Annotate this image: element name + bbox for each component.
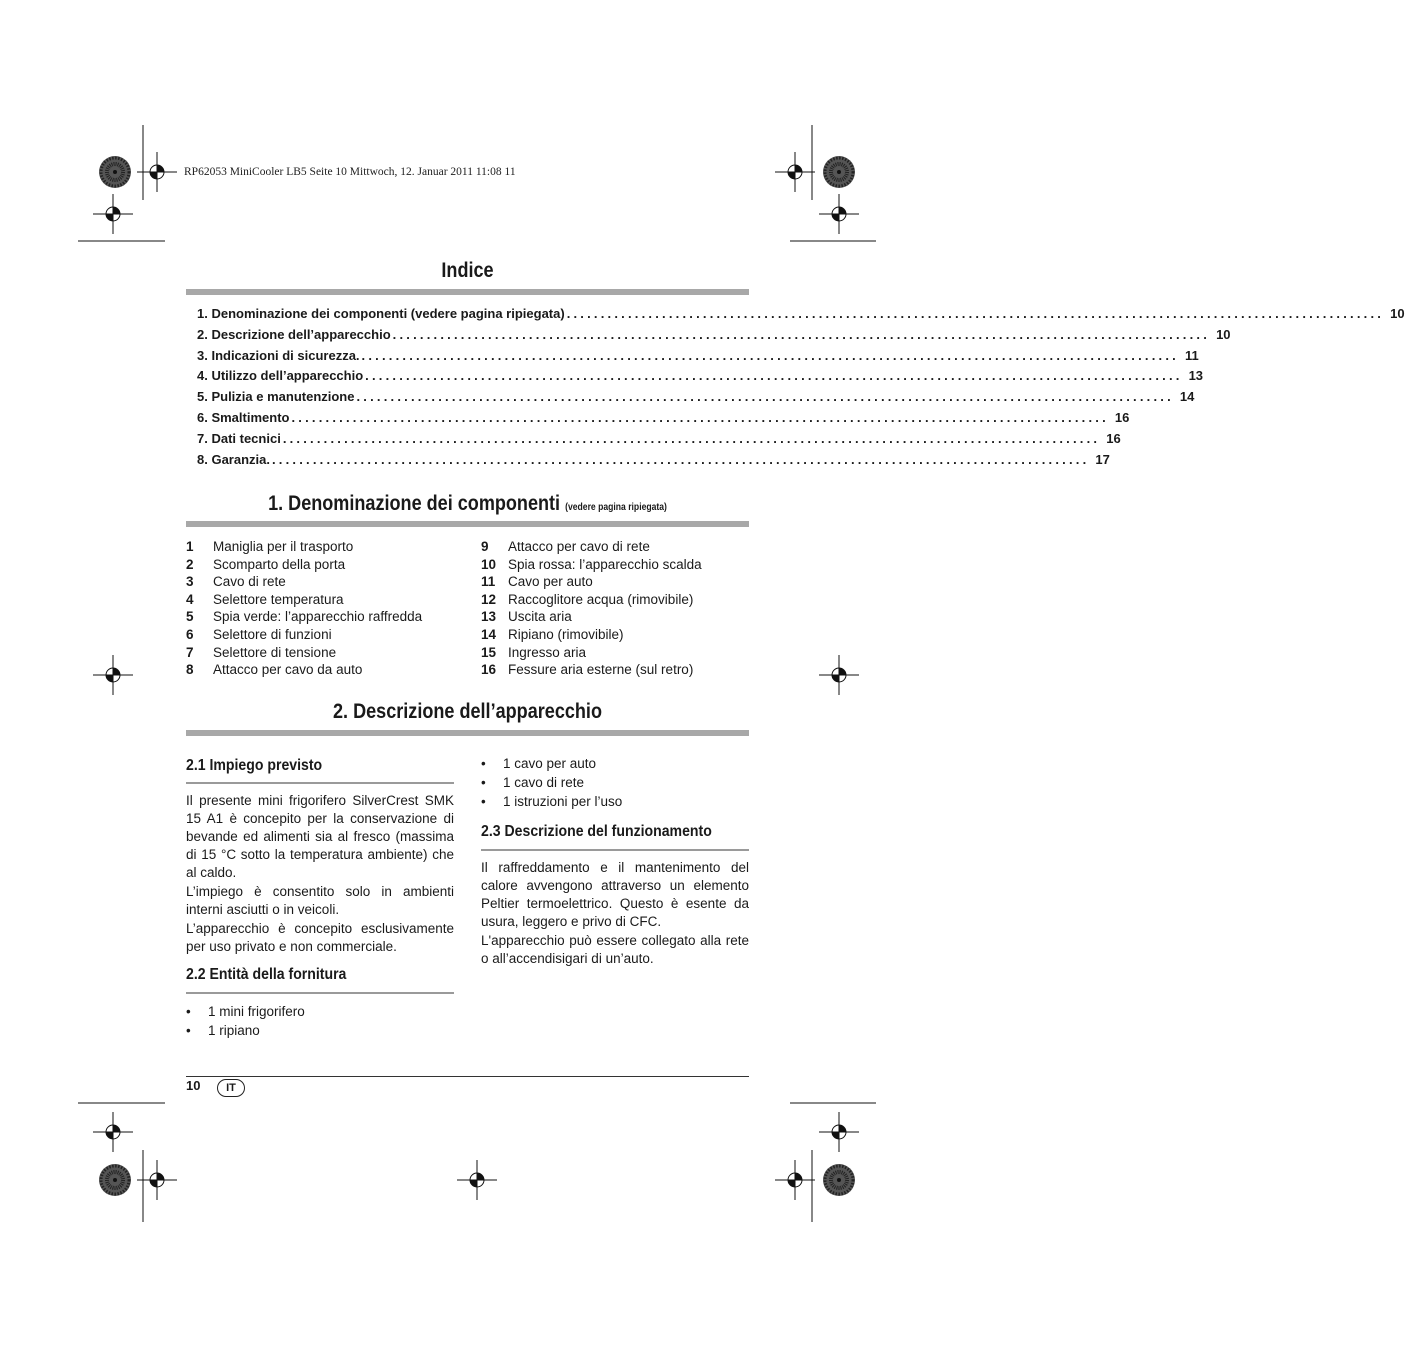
- toc-item-page: 14: [1179, 389, 1195, 405]
- section1-heading: 1. Denominazione dei componenti: [268, 492, 561, 515]
- section2-rule: [186, 730, 749, 736]
- component-item: [186, 557, 345, 574]
- list-item: [481, 756, 596, 771]
- component-label: Attacco per cavo di rete: [508, 539, 650, 554]
- list-item: [186, 1023, 260, 1038]
- component-number: 1: [186, 539, 194, 554]
- section1-rule: [186, 521, 749, 527]
- component-label: Raccoglitore acqua (rimovibile): [508, 591, 694, 607]
- language-badge: IT: [217, 1079, 245, 1097]
- bullet-icon: •: [481, 794, 486, 809]
- toc-item-page: 10: [1390, 306, 1405, 321]
- component-label: Ripiano (rimovibile): [508, 627, 624, 642]
- toc-item-page: 17: [1095, 451, 1110, 467]
- section2-title: 2. Descrizione dell’apparecchio: [332, 700, 602, 723]
- component-item: [481, 627, 624, 644]
- component-item: [481, 662, 693, 679]
- print-header: RP62053 MiniCooler LB5 Seite 10 Mittwoch, 12. Januar 2011 11:08 11: [184, 166, 516, 178]
- list-item-text: 1 istruzioni per l’uso: [503, 794, 623, 809]
- subsection-2-2-rule: [186, 992, 454, 994]
- component-label: Selettore di tensione: [213, 644, 337, 660]
- toc-item-label: 1. Denominazione dei componenti (vedere pagina ripiegata): [197, 306, 565, 321]
- component-label: Spia verde: l’apparecchio raffredda: [213, 609, 423, 625]
- toc-item-page: 16: [1106, 430, 1121, 446]
- subsection-2-1-text: [186, 792, 454, 957]
- component-item: [186, 539, 353, 556]
- list-item: [186, 1004, 305, 1019]
- component-label: Cavo di rete: [213, 574, 286, 590]
- toc-item-label: 5. Pulizia e manutenzione: [197, 389, 355, 405]
- toc-rule: [186, 289, 749, 295]
- component-item: [186, 662, 362, 679]
- component-number: 6: [186, 627, 194, 642]
- paragraph: Il raffreddamento e il mantenimento del calore avvengono attraverso un elemento Peltier termoelettrico. Questo è esente da usura, leggero e privo di CFC.: [481, 860, 749, 929]
- component-label: Selettore temperatura: [213, 591, 344, 607]
- subsection-2-3-title: 2.3 Descrizione del funzionamento: [481, 823, 712, 840]
- component-item: [186, 645, 336, 662]
- component-label: Attacco per cavo da auto: [213, 662, 363, 678]
- toc-item: [197, 368, 1204, 387]
- list-item-text: 1 cavo per auto: [503, 756, 597, 771]
- component-label: Scomparto della porta: [213, 556, 346, 572]
- component-number: 12: [481, 591, 497, 607]
- toc-item: [197, 451, 1110, 471]
- toc-item: [197, 347, 1199, 367]
- component-item: [186, 592, 344, 609]
- component-number: 7: [186, 644, 194, 660]
- component-number: 15: [481, 644, 497, 660]
- toc-leader-dots: ........................................................................................................................: [365, 368, 1183, 384]
- component-number: 3: [186, 574, 194, 590]
- paragraph: L'apparecchio può essere collegato alla rete o all’accendisigari di un’auto.: [481, 933, 749, 966]
- toc-item-label: 2. Descrizione dell’apparecchio: [197, 326, 391, 342]
- toc-item: [197, 306, 1405, 325]
- component-label: Ingresso aria: [508, 644, 587, 660]
- toc-leader-dots: ........................................................................................................................: [361, 347, 1179, 363]
- toc-leader-dots: ........................................................................................................................: [282, 430, 1101, 446]
- bullet-icon: •: [186, 1023, 191, 1038]
- toc-item: [197, 389, 1195, 408]
- component-number: 2: [186, 556, 194, 572]
- subsection-2-1-rule: [186, 782, 454, 784]
- toc-item-page: 10: [1216, 326, 1231, 342]
- section1-title: [225, 492, 709, 516]
- component-item: [481, 645, 586, 662]
- component-number: 14: [481, 627, 497, 642]
- component-number: 11: [481, 574, 496, 590]
- list-item: [481, 794, 622, 809]
- component-item: [481, 592, 693, 609]
- component-label: Fessure aria esterne (sul retro): [508, 662, 694, 678]
- toc-item-page: 11: [1184, 347, 1199, 363]
- toc-item: [197, 430, 1121, 450]
- component-label: Cavo per auto: [508, 574, 593, 590]
- toc-leader-dots: ........................................................................................................................: [271, 451, 1090, 467]
- toc-item-label: 7. Dati tecnici: [197, 430, 281, 446]
- subsection-2-2-title: 2.2 Entità della fornitura: [186, 966, 347, 983]
- toc-item-label: 3. Indicazioni di sicurezza.: [197, 347, 360, 363]
- toc-title: Indice: [441, 259, 494, 282]
- paragraph: Il presente mini frigorifero SilverCrest SMK 15 A1 è concepito per la conservazione di bevande ed alimenti sia al fresco (massima di 15 °C sotto la temperatura ambiente) che al caldo.: [186, 793, 454, 880]
- component-number: 9: [481, 539, 489, 554]
- footer-rule: [186, 1076, 749, 1077]
- subsection-2-1-title: 2.1 Impiego previsto: [186, 757, 323, 774]
- component-item: [481, 609, 572, 626]
- subsection-2-3-rule: [481, 849, 749, 851]
- toc-leader-dots: ........................................................................................................................: [392, 326, 1211, 342]
- component-label: Spia rossa: l’apparecchio scalda: [508, 556, 702, 572]
- component-item: [186, 574, 286, 591]
- toc-item: [197, 326, 1231, 346]
- list-item-text: 1 cavo di rete: [503, 775, 585, 790]
- toc-leader-dots: ........................................................................................................................: [356, 389, 1174, 405]
- paragraph: L’apparecchio è concepito esclusivamente per uso privato e non commerciale.: [186, 921, 454, 954]
- bullet-icon: •: [481, 775, 486, 790]
- component-item: [186, 627, 332, 644]
- component-label: Selettore di funzioni: [213, 627, 332, 642]
- component-item: [481, 557, 702, 574]
- list-item-text: 1 mini frigorifero: [208, 1004, 305, 1019]
- component-number: 4: [186, 591, 194, 607]
- paragraph: L’impiego è consentito solo in ambienti interni asciutti o in veicoli.: [186, 884, 454, 917]
- bullet-icon: •: [186, 1004, 191, 1019]
- toc-item-label: 8. Garanzia.: [197, 451, 270, 467]
- component-label: Maniglia per il trasporto: [213, 539, 354, 554]
- subsection-2-3-text: [481, 859, 749, 969]
- toc-item-page: 13: [1188, 368, 1204, 384]
- component-item: [186, 609, 422, 626]
- page-number: 10: [186, 1078, 201, 1093]
- toc-item-label: 4. Utilizzo dell’apparecchio: [197, 368, 364, 384]
- component-number: 10: [481, 556, 497, 572]
- toc-item-label: 6. Smaltimento: [197, 410, 290, 425]
- list-item: [481, 775, 584, 790]
- section1-note: (vedere pagina ripiegata): [565, 502, 667, 513]
- component-item: [481, 574, 593, 591]
- bullet-icon: •: [481, 756, 486, 771]
- component-number: 13: [481, 609, 497, 625]
- toc-leader-dots: ........................................................................................................................: [291, 410, 1109, 425]
- component-number: 8: [186, 662, 194, 678]
- toc-item: [197, 410, 1130, 429]
- component-item: [481, 539, 650, 556]
- list-item-text: 1 ripiano: [208, 1023, 260, 1038]
- toc-leader-dots: ........................................................................................................................: [566, 306, 1385, 321]
- component-number: 5: [186, 609, 194, 625]
- component-label: Uscita aria: [508, 609, 572, 625]
- component-number: 16: [481, 662, 497, 678]
- toc-item-page: 16: [1114, 410, 1130, 425]
